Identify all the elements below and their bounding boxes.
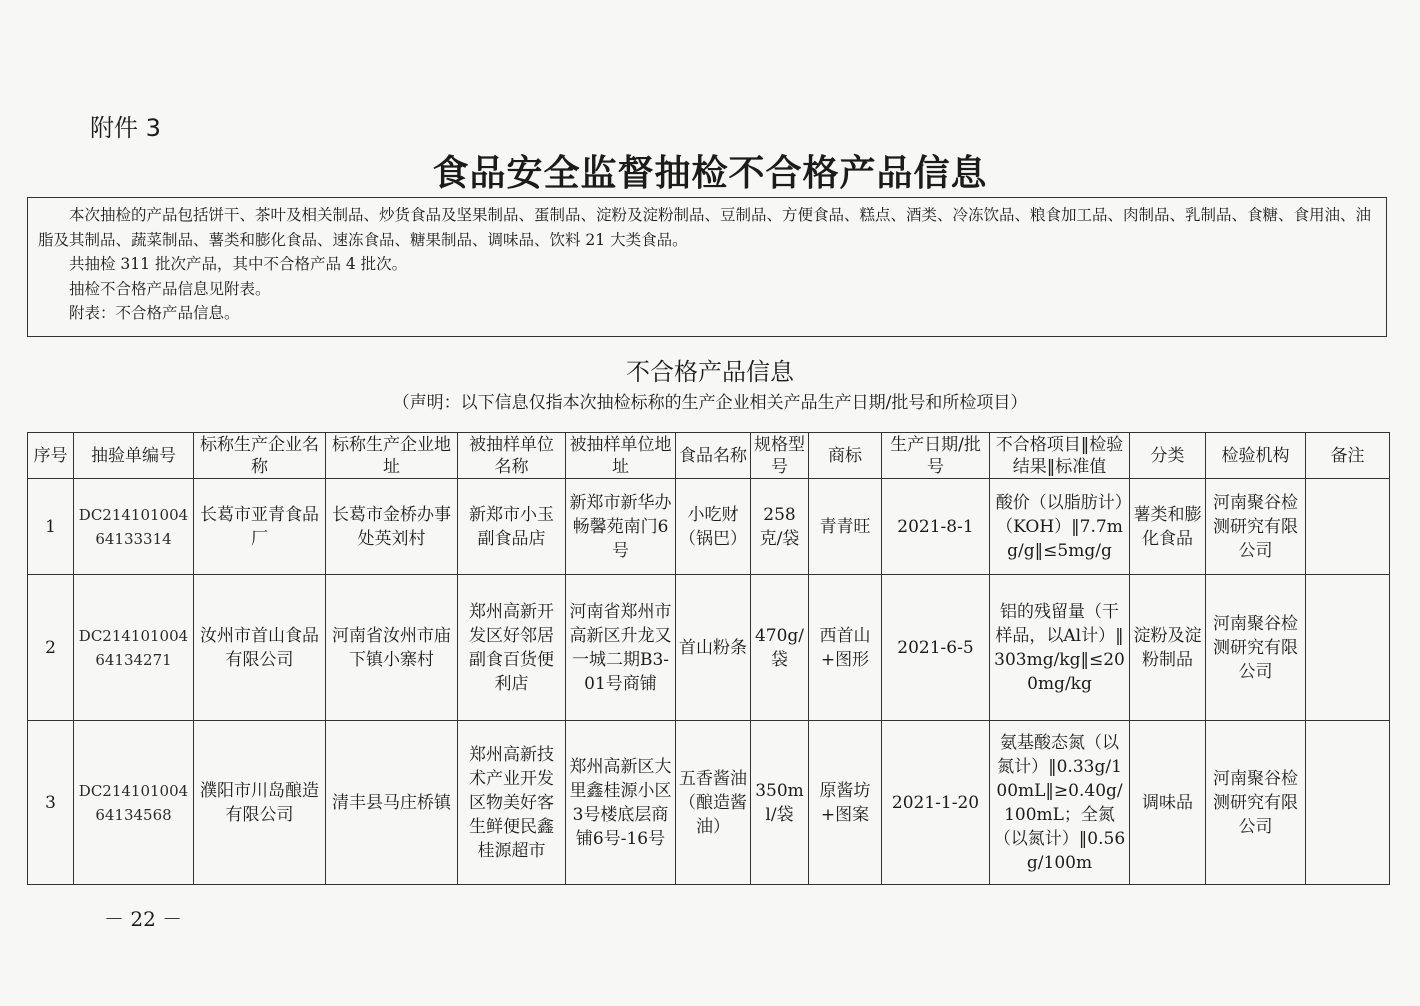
remark — [1306, 721, 1390, 885]
lab: 河南聚谷检测研究有限公司 — [1206, 479, 1306, 575]
maker-name: 汝州市首山食品有限公司 — [194, 575, 326, 721]
sampled-address: 河南省郑州市高新区升龙又一城二期B3-01号商铺 — [566, 575, 676, 721]
sampled-unit: 新郑市小玉副食品店 — [458, 479, 566, 575]
food-name: 小吃财（锅巴） — [676, 479, 751, 575]
maker-address: 长葛市金桥办事处英刘村 — [326, 479, 458, 575]
intro-line-4: 附表：不合格产品信息。 — [69, 304, 240, 322]
header-cell: 生产日期/批号 — [882, 433, 990, 479]
test-result: 酸价（以脂肪计）（KOH）‖7.7mg/g‖≤5mg/g — [990, 479, 1130, 575]
lab: 河南聚谷检测研究有限公司 — [1206, 575, 1306, 721]
table-title: 不合格产品信息 — [626, 358, 794, 386]
production-date: 2021-8-1 — [882, 479, 990, 575]
table-row — [28, 479, 1390, 575]
spec: 350ml/袋 — [751, 721, 809, 885]
row-number: 2 — [28, 575, 74, 721]
table-row — [28, 575, 1390, 721]
production-date: 2021-6-5 — [882, 575, 990, 721]
table-header-row — [28, 433, 1390, 479]
attachment-label: 附件 3 — [90, 114, 161, 142]
page-title: 食品安全监督抽检不合格产品信息 — [432, 152, 988, 194]
intro-line-3: 抽检不合格产品信息见附表。 — [69, 279, 271, 298]
sampled-unit: 郑州高新开发区好邻居副食百货便利店 — [458, 575, 566, 721]
header-cell: 分类 — [1130, 433, 1206, 479]
page-number: － 22 － — [104, 907, 183, 931]
brand: 西首山+图形 — [809, 575, 882, 721]
brand: 原酱坊+图案 — [809, 721, 882, 885]
table-row — [28, 721, 1390, 885]
sample-code: DC21410100464133314 — [74, 479, 194, 575]
test-result: 铝的残留量（干样品，以Al计）‖303mg/kg‖≤200mg/kg — [990, 575, 1130, 721]
disclaimer: （声明：以下信息仅指本次抽检标称的生产企业相关产品生产日期/批号和所检项目） — [392, 393, 1028, 413]
header-cell: 标称生产企业地址 — [326, 433, 458, 479]
remark — [1306, 479, 1390, 575]
maker-address: 河南省汝州市庙下镇小寨村 — [326, 575, 458, 721]
maker-address: 清丰县马庄桥镇 — [326, 721, 458, 885]
maker-name: 长葛市亚青食品厂 — [194, 479, 326, 575]
sample-code: DC21410100464134568 — [74, 721, 194, 885]
test-result: 氨基酸态氮（以氮计）‖0.33g/100mL‖≥0.40g/100mL；全氮（以氮计）‖0.56g/100m — [990, 721, 1130, 885]
header-cell: 被抽样单位地址 — [566, 433, 676, 479]
maker-name: 濮阳市川岛酿造有限公司 — [194, 721, 326, 885]
sampled-address: 郑州高新区大里鑫桂源小区3号楼底层商铺6号-16号 — [566, 721, 676, 885]
header-cell: 序号 — [28, 433, 74, 479]
sampled-address: 新郑市新华办畅馨苑南门6号 — [566, 479, 676, 575]
spec: 258克/袋 — [751, 479, 809, 575]
intro-line-2: 共抽检 311 批次产品，其中不合格产品 4 批次。 — [69, 255, 408, 273]
sampled-unit: 郑州高新技术产业开发区物美好客生鲜便民鑫桂源超市 — [458, 721, 566, 885]
spec: 470g/袋 — [751, 575, 809, 721]
header-cell: 标称生产企业名称 — [194, 433, 326, 479]
products-table — [27, 432, 1390, 885]
lab: 河南聚谷检测研究有限公司 — [1206, 721, 1306, 885]
category: 薯类和膨化食品 — [1130, 479, 1206, 575]
production-date: 2021-1-20 — [882, 721, 990, 885]
food-name: 五香酱油（酿造酱油） — [676, 721, 751, 885]
sample-code: DC21410100464134271 — [74, 575, 194, 721]
header-cell: 不合格项目‖检验结果‖标准值 — [990, 433, 1130, 479]
intro-line-1: 本次抽检的产品包括饼干、茶叶及相关制品、炒货食品及坚果制品、蛋制品、淀粉及淀粉制品、豆制品、方便食品、糕点、酒类、冷冻饮品、粮食加工品、肉制品、乳制品、食糖、食用油、油脂及其制品、蔬菜制品、薯类和膨化食品、速冻食品、糖果制品、调味品、饮料 21 大类食品。 — [38, 206, 1372, 249]
food-name: 首山粉条 — [676, 575, 751, 721]
header-cell: 商标 — [809, 433, 882, 479]
category: 淀粉及淀粉制品 — [1130, 575, 1206, 721]
header-cell: 规格型号 — [751, 433, 809, 479]
brand: 青青旺 — [809, 479, 882, 575]
row-number: 3 — [28, 721, 74, 885]
header-cell: 检验机构 — [1206, 433, 1306, 479]
row-number: 1 — [28, 479, 74, 575]
header-cell: 被抽样单位名称 — [458, 433, 566, 479]
category: 调味品 — [1130, 721, 1206, 885]
header-cell: 食品名称 — [676, 433, 751, 479]
intro-box — [27, 197, 1387, 337]
header-cell: 备注 — [1306, 433, 1390, 479]
remark — [1306, 575, 1390, 721]
header-cell: 抽验单编号 — [74, 433, 194, 479]
